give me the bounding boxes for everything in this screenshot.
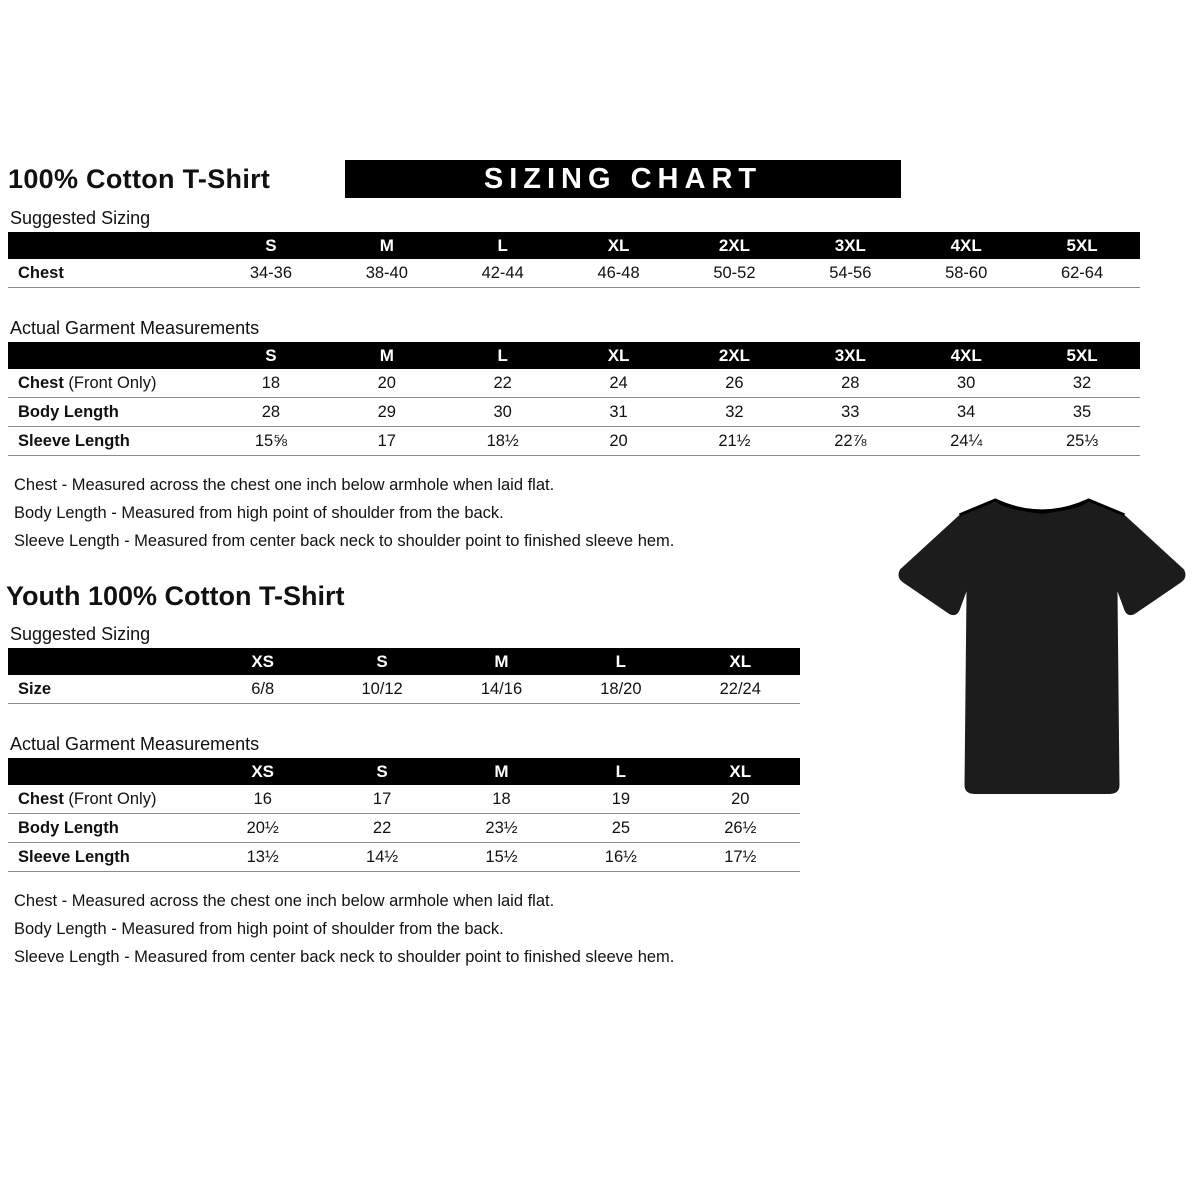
measurement-cell: 15½ [442,843,561,872]
size-column-header: XS [203,648,322,675]
table-corner-cell [8,342,213,369]
tshirt-icon [893,477,1191,809]
measurement-cell: 42-44 [445,259,561,288]
measurement-cell: 31 [561,398,677,427]
size-column-header: M [329,232,445,259]
measurement-cell: 10/12 [322,675,441,704]
measurement-cell: 26½ [681,814,800,843]
measurement-cell: 35 [1024,398,1140,427]
measurement-cell: 20½ [203,814,322,843]
measurement-cell: 62-64 [1024,259,1140,288]
measurement-cell: 26 [677,369,793,398]
measurement-cell: 38-40 [329,259,445,288]
table-row [8,675,800,704]
measurement-cell: 18 [442,785,561,814]
measurement-cell: 16 [203,785,322,814]
size-column-header: XL [681,648,800,675]
measurement-cell: 20 [561,427,677,456]
measurement-cell: 25 [561,814,680,843]
size-column-header: M [442,758,561,785]
measurement-cell: 17½ [681,843,800,872]
measurement-cell: 22⅞ [792,427,908,456]
body-length-note: Body Length - Measured from high point of shoulder from the back. [14,920,504,938]
measurement-cell: 14/16 [442,675,561,704]
table-row [8,785,800,814]
size-column-header: 2XL [677,232,793,259]
suggested-sizing-label-youth: Suggested Sizing [10,624,151,644]
suggested-sizing-label-adult: Suggested Sizing [10,208,151,228]
measurement-cell: 20 [329,369,445,398]
measurement-cell: 18/20 [561,675,680,704]
size-column-header: XL [561,342,677,369]
measurement-cell: 32 [1024,369,1140,398]
measurement-cell: 23½ [442,814,561,843]
table-header-row [8,648,800,675]
measurement-cell: 22 [322,814,441,843]
measurement-cell: 17 [322,785,441,814]
row-label: Chest [8,259,213,288]
row-label: Body Length [8,398,213,427]
size-column-header: L [561,758,680,785]
table-row [8,369,1140,398]
measurement-cell: 6/8 [203,675,322,704]
table-row [8,427,1140,456]
title-row [8,160,1148,198]
tshirt-image [893,477,1191,809]
size-column-header: S [322,648,441,675]
chest-note: Chest - Measured across the chest one inch below armhole when laid flat. [14,892,555,910]
youth-suggested-sizing-table [8,648,800,704]
size-column-header: XL [561,232,677,259]
size-column-header: M [442,648,561,675]
table-corner-cell [8,232,213,259]
actual-measurements-label-youth: Actual Garment Measurements [10,734,260,754]
measurement-cell: 50-52 [677,259,793,288]
chest-note: Chest - Measured across the chest one inch below armhole when laid flat. [14,476,555,494]
measurement-cell: 34 [908,398,1024,427]
row-label: Sleeve Length [8,843,203,872]
table-corner-cell [8,758,203,785]
measurement-cell: 28 [792,369,908,398]
measurement-cell: 24¼ [908,427,1024,456]
sleeve-length-note: Sleeve Length - Measured from center back neck to shoulder point to finished sleeve hem. [14,532,675,550]
actual-measurements-label-adult: Actual Garment Measurements [10,318,260,338]
size-column-header: 5XL [1024,232,1140,259]
size-column-header: XS [203,758,322,785]
table-row [8,814,800,843]
measurement-cell: 33 [792,398,908,427]
size-column-header: L [445,342,561,369]
size-column-header: L [561,648,680,675]
measurement-cell: 34-36 [213,259,329,288]
measurement-cell: 21½ [677,427,793,456]
youth-measurement-notes [8,892,1148,967]
measurement-cell: 24 [561,369,677,398]
size-column-header: 4XL [908,342,1024,369]
size-column-header: 2XL [677,342,793,369]
measurement-cell: 46-48 [561,259,677,288]
measurement-cell: 58-60 [908,259,1024,288]
youth-actual-measurements-table [8,758,800,872]
measurement-cell: 22 [445,369,561,398]
measurement-cell: 19 [561,785,680,814]
body-length-note: Body Length - Measured from high point of shoulder from the back. [14,504,504,522]
row-label: Chest (Front Only) [8,785,203,814]
size-column-header: S [213,232,329,259]
row-label: Size [8,675,203,704]
adult-actual-measurements-table [8,342,1140,456]
measurement-cell: 30 [445,398,561,427]
measurement-cell: 15⅝ [213,427,329,456]
measurement-cell: 54-56 [792,259,908,288]
table-header-row [8,758,800,785]
table-header-row [8,232,1140,259]
size-column-header: S [213,342,329,369]
measurement-cell: 25⅓ [1024,427,1140,456]
sleeve-length-note: Sleeve Length - Measured from center back neck to shoulder point to finished sleeve hem. [14,948,675,966]
measurement-cell: 32 [677,398,793,427]
size-column-header: 3XL [792,342,908,369]
table-row [8,259,1140,288]
measurement-cell: 14½ [322,843,441,872]
size-column-header: 5XL [1024,342,1140,369]
measurement-cell: 20 [681,785,800,814]
table-row [8,843,800,872]
youth-section-title: Youth 100% Cotton T-Shirt [6,581,345,611]
page-title: 100% Cotton T-Shirt [8,163,271,194]
table-header-row [8,342,1140,369]
size-column-header: 3XL [792,232,908,259]
size-column-header: M [329,342,445,369]
measurement-cell: 17 [329,427,445,456]
sizing-chart-banner: SIZING CHART [345,160,901,198]
size-column-header: 4XL [908,232,1024,259]
measurement-cell: 18½ [445,427,561,456]
measurement-cell: 29 [329,398,445,427]
table-row [8,398,1140,427]
row-label: Chest (Front Only) [8,369,213,398]
table-corner-cell [8,648,203,675]
size-column-header: S [322,758,441,785]
measurement-cell: 30 [908,369,1024,398]
measurement-cell: 18 [213,369,329,398]
measurement-cell: 13½ [203,843,322,872]
measurement-cell: 28 [213,398,329,427]
adult-suggested-sizing-table [8,232,1140,288]
measurement-cell: 22/24 [681,675,800,704]
row-label: Body Length [8,814,203,843]
row-label: Sleeve Length [8,427,213,456]
size-column-header: XL [681,758,800,785]
size-column-header: L [445,232,561,259]
measurement-cell: 16½ [561,843,680,872]
